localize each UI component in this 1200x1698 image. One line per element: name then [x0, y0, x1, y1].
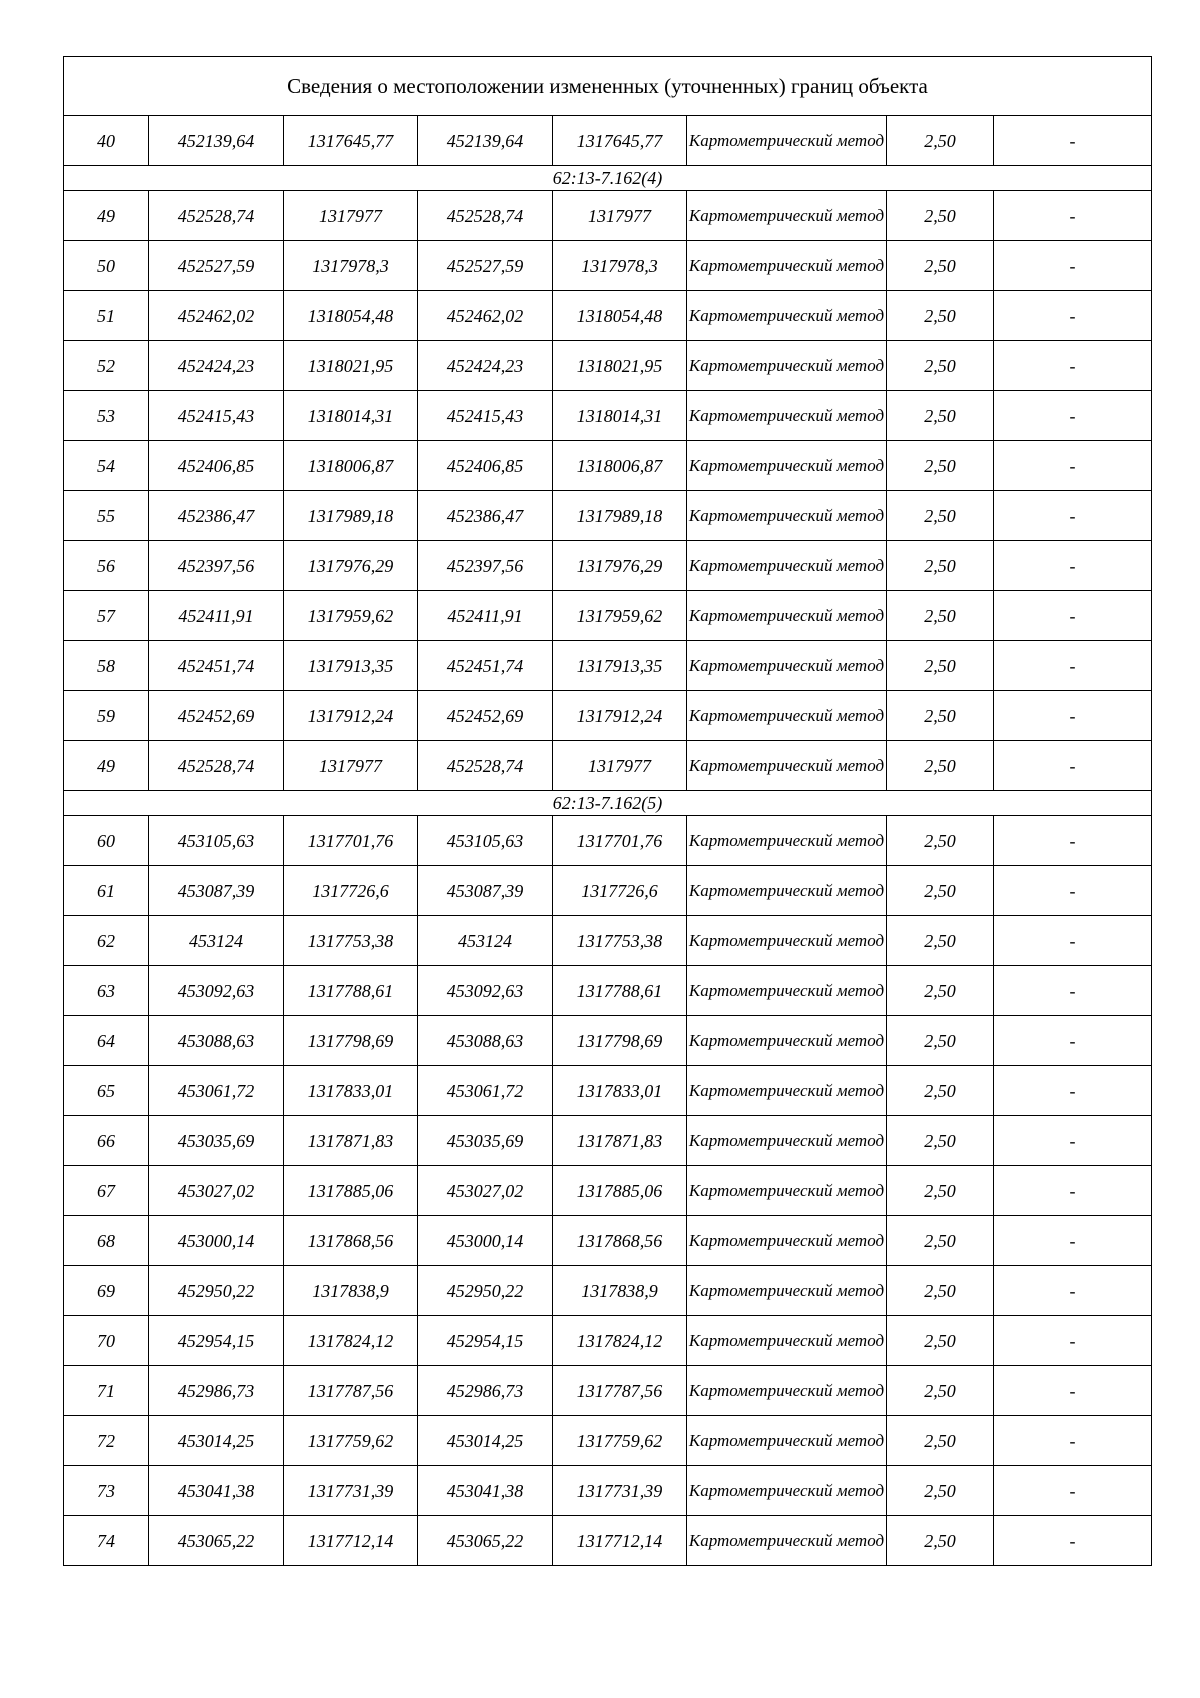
- accuracy-cell: 2,50: [887, 1066, 994, 1116]
- method-cell: Картометрический метод: [687, 816, 887, 866]
- existing-x-cell: 453087,39: [149, 866, 284, 916]
- description-cell: -: [994, 1466, 1152, 1516]
- table-row: [64, 291, 1152, 341]
- existing-y-cell: 1317731,39: [284, 1466, 418, 1516]
- new-x-cell: 453041,38: [418, 1466, 553, 1516]
- new-x-cell: 452950,22: [418, 1266, 553, 1316]
- new-x-cell: 452528,74: [418, 191, 553, 241]
- method-cell: Картометрический метод: [687, 591, 887, 641]
- method-cell: Картометрический метод: [687, 1516, 887, 1566]
- existing-y-cell: 1317798,69: [284, 1016, 418, 1066]
- accuracy-cell: 2,50: [887, 591, 994, 641]
- point-number-cell: 58: [64, 641, 149, 691]
- existing-y-cell: 1317833,01: [284, 1066, 418, 1116]
- table-row: [64, 816, 1152, 866]
- method-cell: Картометрический метод: [687, 491, 887, 541]
- new-x-cell: 453014,25: [418, 1416, 553, 1466]
- description-cell: -: [994, 1166, 1152, 1216]
- new-x-cell: 452462,02: [418, 291, 553, 341]
- existing-x-cell: 452950,22: [149, 1266, 284, 1316]
- existing-y-cell: 1317977: [284, 191, 418, 241]
- existing-y-cell: 1317712,14: [284, 1516, 418, 1566]
- group-header-row: [64, 166, 1152, 191]
- existing-x-cell: 452452,69: [149, 691, 284, 741]
- point-number-cell: 70: [64, 1316, 149, 1366]
- method-cell: Картометрический метод: [687, 391, 887, 441]
- existing-y-cell: 1317989,18: [284, 491, 418, 541]
- method-cell: Картометрический метод: [687, 1116, 887, 1166]
- table-title: Сведения о местоположении измененных (уточненных) границ объекта: [64, 57, 1152, 116]
- accuracy-cell: 2,50: [887, 1216, 994, 1266]
- description-cell: -: [994, 866, 1152, 916]
- table-row: [64, 1366, 1152, 1416]
- new-y-cell: 1317838,9: [553, 1266, 687, 1316]
- description-cell: -: [994, 916, 1152, 966]
- new-y-cell: 1317833,01: [553, 1066, 687, 1116]
- existing-x-cell: 453000,14: [149, 1216, 284, 1266]
- new-x-cell: 453088,63: [418, 1016, 553, 1066]
- new-y-cell: 1317885,06: [553, 1166, 687, 1216]
- new-x-cell: 453061,72: [418, 1066, 553, 1116]
- existing-x-cell: 453061,72: [149, 1066, 284, 1116]
- description-cell: -: [994, 1266, 1152, 1316]
- point-number-cell: 67: [64, 1166, 149, 1216]
- existing-y-cell: 1317868,56: [284, 1216, 418, 1266]
- new-y-cell: 1317701,76: [553, 816, 687, 866]
- point-number-cell: 65: [64, 1066, 149, 1116]
- new-y-cell: 1317871,83: [553, 1116, 687, 1166]
- table-row: [64, 1466, 1152, 1516]
- point-number-cell: 69: [64, 1266, 149, 1316]
- table-row: [64, 1216, 1152, 1266]
- new-y-cell: 1317753,38: [553, 916, 687, 966]
- new-x-cell: 452451,74: [418, 641, 553, 691]
- point-number-cell: 56: [64, 541, 149, 591]
- accuracy-cell: 2,50: [887, 741, 994, 791]
- existing-y-cell: 1317753,38: [284, 916, 418, 966]
- table-row: [64, 1166, 1152, 1216]
- accuracy-cell: 2,50: [887, 441, 994, 491]
- table-row: [64, 1016, 1152, 1066]
- accuracy-cell: 2,50: [887, 1416, 994, 1466]
- existing-x-cell: 453124: [149, 916, 284, 966]
- new-x-cell: 452527,59: [418, 241, 553, 291]
- existing-y-cell: 1317976,29: [284, 541, 418, 591]
- table-row: [64, 341, 1152, 391]
- existing-y-cell: 1318054,48: [284, 291, 418, 341]
- new-y-cell: 1317712,14: [553, 1516, 687, 1566]
- point-number-cell: 49: [64, 741, 149, 791]
- new-x-cell: 453000,14: [418, 1216, 553, 1266]
- description-cell: -: [994, 291, 1152, 341]
- accuracy-cell: 2,50: [887, 866, 994, 916]
- description-cell: -: [994, 1116, 1152, 1166]
- accuracy-cell: 2,50: [887, 1166, 994, 1216]
- accuracy-cell: 2,50: [887, 191, 994, 241]
- method-cell: Картометрический метод: [687, 1166, 887, 1216]
- new-x-cell: 452986,73: [418, 1366, 553, 1416]
- existing-y-cell: 1317959,62: [284, 591, 418, 641]
- existing-y-cell: 1317913,35: [284, 641, 418, 691]
- accuracy-cell: 2,50: [887, 966, 994, 1016]
- point-number-cell: 53: [64, 391, 149, 441]
- table-row: [64, 691, 1152, 741]
- table-row: [64, 441, 1152, 491]
- point-number-cell: 73: [64, 1466, 149, 1516]
- table-row: [64, 541, 1152, 591]
- existing-y-cell: 1317645,77: [284, 116, 418, 166]
- existing-y-cell: 1317977: [284, 741, 418, 791]
- new-y-cell: 1317913,35: [553, 641, 687, 691]
- existing-y-cell: 1318006,87: [284, 441, 418, 491]
- existing-x-cell: 452424,23: [149, 341, 284, 391]
- accuracy-cell: 2,50: [887, 1016, 994, 1066]
- new-y-cell: 1317868,56: [553, 1216, 687, 1266]
- method-cell: Картометрический метод: [687, 441, 887, 491]
- table-row: [64, 1266, 1152, 1316]
- description-cell: -: [994, 591, 1152, 641]
- new-x-cell: 452424,23: [418, 341, 553, 391]
- existing-x-cell: 453035,69: [149, 1116, 284, 1166]
- description-cell: -: [994, 1316, 1152, 1366]
- new-x-cell: 453027,02: [418, 1166, 553, 1216]
- method-cell: Картометрический метод: [687, 541, 887, 591]
- existing-y-cell: 1317788,61: [284, 966, 418, 1016]
- existing-x-cell: 452451,74: [149, 641, 284, 691]
- existing-x-cell: 452139,64: [149, 116, 284, 166]
- existing-x-cell: 453027,02: [149, 1166, 284, 1216]
- new-x-cell: 453065,22: [418, 1516, 553, 1566]
- accuracy-cell: 2,50: [887, 691, 994, 741]
- method-cell: Картометрический метод: [687, 1016, 887, 1066]
- point-number-cell: 66: [64, 1116, 149, 1166]
- existing-y-cell: 1317726,6: [284, 866, 418, 916]
- description-cell: -: [994, 116, 1152, 166]
- point-number-cell: 59: [64, 691, 149, 741]
- description-cell: -: [994, 441, 1152, 491]
- boundary-coordinates-table: [63, 56, 1152, 1566]
- point-number-cell: 63: [64, 966, 149, 1016]
- table-row: [64, 1116, 1152, 1166]
- new-x-cell: 453035,69: [418, 1116, 553, 1166]
- new-y-cell: 1317788,61: [553, 966, 687, 1016]
- accuracy-cell: 2,50: [887, 1266, 994, 1316]
- new-x-cell: 452415,43: [418, 391, 553, 441]
- new-x-cell: 452452,69: [418, 691, 553, 741]
- table-row: [64, 741, 1152, 791]
- method-cell: Картометрический метод: [687, 1266, 887, 1316]
- accuracy-cell: 2,50: [887, 341, 994, 391]
- accuracy-cell: 2,50: [887, 1116, 994, 1166]
- point-number-cell: 72: [64, 1416, 149, 1466]
- point-number-cell: 68: [64, 1216, 149, 1266]
- new-x-cell: 452139,64: [418, 116, 553, 166]
- new-y-cell: 1318006,87: [553, 441, 687, 491]
- new-y-cell: 1317798,69: [553, 1016, 687, 1066]
- new-x-cell: 452406,85: [418, 441, 553, 491]
- table-title-row: [64, 57, 1152, 116]
- existing-x-cell: 452527,59: [149, 241, 284, 291]
- description-cell: -: [994, 641, 1152, 691]
- table-row: [64, 916, 1152, 966]
- existing-x-cell: 452386,47: [149, 491, 284, 541]
- point-number-cell: 54: [64, 441, 149, 491]
- table-row: [64, 591, 1152, 641]
- table-row: [64, 191, 1152, 241]
- point-number-cell: 71: [64, 1366, 149, 1416]
- new-y-cell: 1317645,77: [553, 116, 687, 166]
- point-number-cell: 52: [64, 341, 149, 391]
- point-number-cell: 60: [64, 816, 149, 866]
- method-cell: Картометрический метод: [687, 1366, 887, 1416]
- point-number-cell: 49: [64, 191, 149, 241]
- method-cell: Картометрический метод: [687, 1216, 887, 1266]
- group-header-row: [64, 791, 1152, 816]
- new-x-cell: 452397,56: [418, 541, 553, 591]
- method-cell: Картометрический метод: [687, 116, 887, 166]
- existing-y-cell: 1318014,31: [284, 391, 418, 441]
- point-number-cell: 64: [64, 1016, 149, 1066]
- existing-y-cell: 1317701,76: [284, 816, 418, 866]
- new-x-cell: 453087,39: [418, 866, 553, 916]
- description-cell: -: [994, 1516, 1152, 1566]
- existing-y-cell: 1317838,9: [284, 1266, 418, 1316]
- new-y-cell: 1317787,56: [553, 1366, 687, 1416]
- accuracy-cell: 2,50: [887, 291, 994, 341]
- description-cell: -: [994, 1016, 1152, 1066]
- table-row: [64, 866, 1152, 916]
- table-body: [64, 57, 1152, 1566]
- table-row: [64, 1416, 1152, 1466]
- method-cell: Картометрический метод: [687, 1066, 887, 1116]
- existing-x-cell: 453014,25: [149, 1416, 284, 1466]
- new-x-cell: 453105,63: [418, 816, 553, 866]
- new-y-cell: 1317977: [553, 741, 687, 791]
- accuracy-cell: 2,50: [887, 641, 994, 691]
- point-number-cell: 55: [64, 491, 149, 541]
- existing-x-cell: 452406,85: [149, 441, 284, 491]
- accuracy-cell: 2,50: [887, 541, 994, 591]
- point-number-cell: 61: [64, 866, 149, 916]
- accuracy-cell: 2,50: [887, 1316, 994, 1366]
- new-x-cell: 452411,91: [418, 591, 553, 641]
- new-y-cell: 1317731,39: [553, 1466, 687, 1516]
- new-y-cell: 1317726,6: [553, 866, 687, 916]
- table-row: [64, 241, 1152, 291]
- group-label: 62:13-7.162(5): [64, 791, 1152, 816]
- method-cell: Картометрический метод: [687, 916, 887, 966]
- new-x-cell: 452528,74: [418, 741, 553, 791]
- existing-y-cell: 1317885,06: [284, 1166, 418, 1216]
- point-number-cell: 74: [64, 1516, 149, 1566]
- new-x-cell: 452386,47: [418, 491, 553, 541]
- existing-x-cell: 452528,74: [149, 191, 284, 241]
- existing-x-cell: 453088,63: [149, 1016, 284, 1066]
- method-cell: Картометрический метод: [687, 191, 887, 241]
- new-y-cell: 1317759,62: [553, 1416, 687, 1466]
- table-row: [64, 641, 1152, 691]
- description-cell: -: [994, 1216, 1152, 1266]
- description-cell: -: [994, 191, 1152, 241]
- existing-x-cell: 452462,02: [149, 291, 284, 341]
- existing-x-cell: 452415,43: [149, 391, 284, 441]
- existing-x-cell: 452954,15: [149, 1316, 284, 1366]
- point-number-cell: 57: [64, 591, 149, 641]
- accuracy-cell: 2,50: [887, 916, 994, 966]
- accuracy-cell: 2,50: [887, 241, 994, 291]
- table-row: [64, 391, 1152, 441]
- accuracy-cell: 2,50: [887, 1366, 994, 1416]
- new-y-cell: 1317824,12: [553, 1316, 687, 1366]
- new-y-cell: 1317977: [553, 191, 687, 241]
- new-y-cell: 1317978,3: [553, 241, 687, 291]
- accuracy-cell: 2,50: [887, 491, 994, 541]
- method-cell: Картометрический метод: [687, 866, 887, 916]
- new-y-cell: 1317989,18: [553, 491, 687, 541]
- existing-y-cell: 1317759,62: [284, 1416, 418, 1466]
- point-number-cell: 62: [64, 916, 149, 966]
- existing-x-cell: 452986,73: [149, 1366, 284, 1416]
- method-cell: Картометрический метод: [687, 341, 887, 391]
- method-cell: Картометрический метод: [687, 1466, 887, 1516]
- new-y-cell: 1318054,48: [553, 291, 687, 341]
- description-cell: -: [994, 1416, 1152, 1466]
- table-row: [64, 116, 1152, 166]
- description-cell: -: [994, 491, 1152, 541]
- accuracy-cell: 2,50: [887, 391, 994, 441]
- method-cell: Картометрический метод: [687, 741, 887, 791]
- existing-y-cell: 1317871,83: [284, 1116, 418, 1166]
- new-x-cell: 452954,15: [418, 1316, 553, 1366]
- new-x-cell: 453092,63: [418, 966, 553, 1016]
- method-cell: Картометрический метод: [687, 641, 887, 691]
- description-cell: -: [994, 241, 1152, 291]
- existing-x-cell: 453092,63: [149, 966, 284, 1016]
- method-cell: Картометрический метод: [687, 291, 887, 341]
- description-cell: -: [994, 1066, 1152, 1116]
- accuracy-cell: 2,50: [887, 1466, 994, 1516]
- existing-x-cell: 452528,74: [149, 741, 284, 791]
- method-cell: Картометрический метод: [687, 241, 887, 291]
- point-number-cell: 51: [64, 291, 149, 341]
- table-row: [64, 1316, 1152, 1366]
- accuracy-cell: 2,50: [887, 116, 994, 166]
- table-row: [64, 1066, 1152, 1116]
- table-row: [64, 491, 1152, 541]
- method-cell: Картометрический метод: [687, 1416, 887, 1466]
- group-label: 62:13-7.162(4): [64, 166, 1152, 191]
- existing-x-cell: 452397,56: [149, 541, 284, 591]
- new-x-cell: 453124: [418, 916, 553, 966]
- new-y-cell: 1317976,29: [553, 541, 687, 591]
- new-y-cell: 1317959,62: [553, 591, 687, 641]
- existing-y-cell: 1317912,24: [284, 691, 418, 741]
- existing-x-cell: 453065,22: [149, 1516, 284, 1566]
- description-cell: -: [994, 341, 1152, 391]
- description-cell: -: [994, 1366, 1152, 1416]
- existing-y-cell: 1317787,56: [284, 1366, 418, 1416]
- description-cell: -: [994, 691, 1152, 741]
- description-cell: -: [994, 816, 1152, 866]
- table-row: [64, 966, 1152, 1016]
- existing-x-cell: 453105,63: [149, 816, 284, 866]
- new-y-cell: 1318014,31: [553, 391, 687, 441]
- accuracy-cell: 2,50: [887, 816, 994, 866]
- method-cell: Картометрический метод: [687, 966, 887, 1016]
- existing-y-cell: 1318021,95: [284, 341, 418, 391]
- existing-y-cell: 1317978,3: [284, 241, 418, 291]
- method-cell: Картометрический метод: [687, 1316, 887, 1366]
- description-cell: -: [994, 541, 1152, 591]
- description-cell: -: [994, 391, 1152, 441]
- description-cell: -: [994, 966, 1152, 1016]
- point-number-cell: 40: [64, 116, 149, 166]
- existing-x-cell: 452411,91: [149, 591, 284, 641]
- new-y-cell: 1318021,95: [553, 341, 687, 391]
- method-cell: Картометрический метод: [687, 691, 887, 741]
- accuracy-cell: 2,50: [887, 1516, 994, 1566]
- new-y-cell: 1317912,24: [553, 691, 687, 741]
- table-row: [64, 1516, 1152, 1566]
- description-cell: -: [994, 741, 1152, 791]
- point-number-cell: 50: [64, 241, 149, 291]
- existing-x-cell: 453041,38: [149, 1466, 284, 1516]
- existing-y-cell: 1317824,12: [284, 1316, 418, 1366]
